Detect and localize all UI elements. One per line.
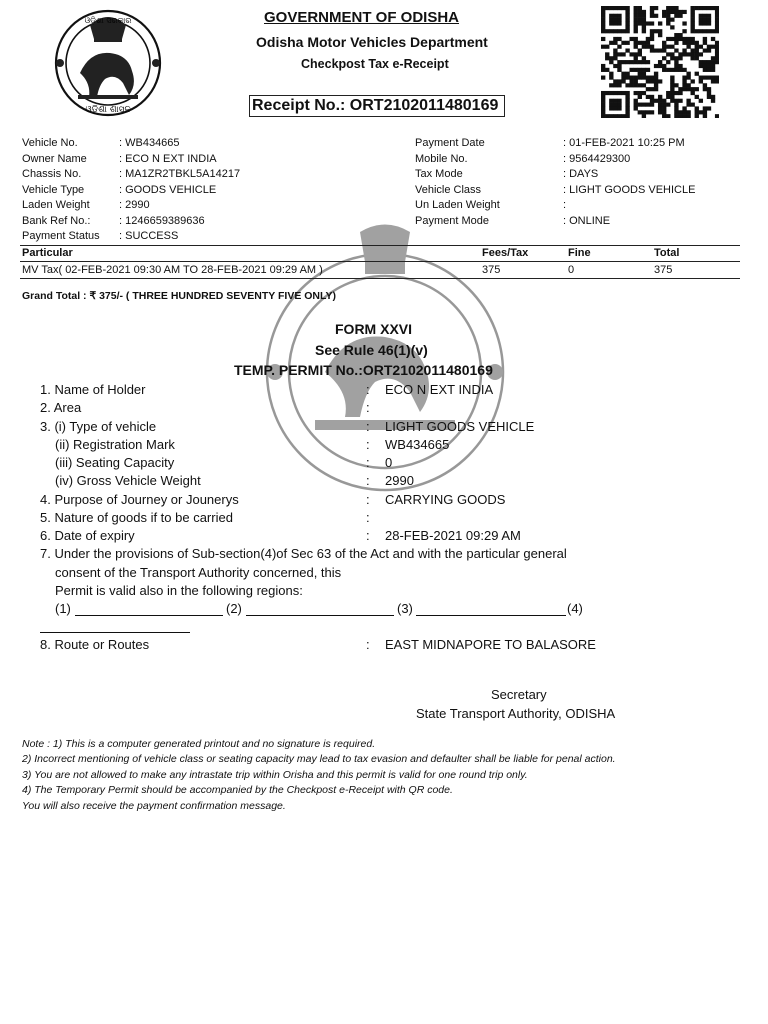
item7-line3: Permit is valid also in the following regions: [55,583,303,598]
detail-value: : ECO N EXT INDIA [119,152,217,165]
table-cell-fees: 375 [482,264,501,276]
permit-item-label: 4. Purpose of Journey or Jounerys [40,492,239,507]
detail-label: Mobile No. [415,152,468,165]
odisha-emblem-icon [50,3,166,118]
svg-text:ଓଡ଼ିଶା ସରକାର: ଓଡ଼ିଶା ସରକାର [84,16,132,25]
region-extra-blank [40,632,190,633]
permit-item-colon: : [366,419,370,434]
detail-label: Laden Weight [22,199,90,211]
detail-label: Chassis No. [22,168,82,180]
signatory-title: Secretary [491,687,547,702]
form-title: FORM XXVI [335,321,413,337]
note-1: Note : 1) This is a computer generated printout and no signature is required. [22,738,376,750]
detail-value: : [563,199,567,211]
table-header-rule [20,261,740,262]
detail-label: Vehicle Class [415,183,482,196]
permit-item-colon: : [366,400,370,415]
receipt-type: Checkpost Tax e-Receipt [301,57,449,71]
permit-item-label: (iii) Seating Capacity [55,455,175,470]
detail-label: Vehicle No. [22,137,78,149]
table-bottom-rule [20,278,740,279]
permit-item-value: 28-FEB-2021 09:29 AM [385,528,521,543]
detail-value: : DAYS [563,168,599,180]
item7-line1: 7. Under the provisions of Sub-section(4)of Sec 63 of the Act and with the particular general [40,546,567,561]
permit-item-value: 0 [385,455,393,470]
region-1-blank [75,615,223,616]
form-rule: See Rule 46(1)(v) [315,342,428,358]
grand-total: Grand Total : ₹ 375/- ( THREE HUNDRED SEVENTY FIVE ONLY) [22,290,336,302]
permit-item-label: 1. Name of Holder [40,382,146,397]
detail-value: : SUCCESS [119,230,179,242]
permit-item-label: 5. Nature of goods if to be carried [40,510,233,525]
detail-label: Payment Mode [415,214,489,227]
permit-item-value: CARRYING GOODS [385,492,506,507]
detail-value: : ONLINE [563,214,611,227]
table-cell-total: 375 [654,264,673,276]
table-header-total: Total [654,247,680,259]
signatory-authority: State Transport Authority, ODISHA [416,706,616,721]
note-3: 3) You are not allowed to make any intrastate trip within Orisha and this permit is valid for one round trip only. [22,769,528,781]
permit-item-label: 2. Area [40,400,82,415]
detail-value: : 2990 [119,199,150,211]
note-2: 2) Incorrect mentioning of vehicle class or seating capacity may lead to tax evasion and defaulter shall be liable for penal action. [22,753,616,765]
region-2-blank [246,615,394,616]
permit-number: TEMP. PERMIT No.:ORT2102011480169 [234,362,493,378]
route-label: 8. Route or Routes [40,637,150,652]
detail-value: : 1246659389636 [119,214,205,227]
permit-item-label: 6. Date of expiry [40,528,135,543]
detail-value: : 01-FEB-2021 10:25 PM [563,137,685,149]
region-2-label: (2) [226,601,242,616]
table-cell-fine: 0 [568,264,575,276]
permit-item-colon: : [366,510,370,525]
permit-item-colon: : [366,473,370,488]
permit-item-colon: : [366,492,370,507]
note-4: 4) The Temporary Permit should be accompanied by the Checkpost e-Receipt with QR code. [22,784,453,796]
permit-item-label: (iv) Gross Vehicle Weight [55,473,201,488]
detail-value: : 9564429300 [563,152,631,165]
detail-label: Vehicle Type [22,183,85,196]
permit-item-value: WB434665 [385,437,450,452]
permit-item-label: 3. (i) Type of vehicle [40,419,157,434]
permit-item-value: ECO N EXT INDIA [385,382,494,397]
detail-value: : WB434665 [119,137,180,149]
region-3-blank [416,615,566,616]
detail-label: Bank Ref No.: [22,214,91,227]
detail-label: Payment Status [22,230,100,242]
route-colon: : [366,637,370,652]
route-value: EAST MIDNAPORE TO BALASORE [385,637,596,652]
detail-label: Tax Mode [415,168,463,180]
receipt-number: Receipt No.: ORT2102011480169 [249,95,505,117]
detail-label: Un Laden Weight [415,199,500,211]
item7-line2: consent of the Transport Authority concerned, this [55,565,342,580]
note-5: You will also receive the payment confirmation message. [22,800,286,812]
table-cell-particular: MV Tax( 02-FEB-2021 09:30 AM TO 28-FEB-2021 09:29 AM ) [22,264,323,276]
region-1-label: (1) [55,601,71,616]
permit-item-colon: : [366,437,370,452]
table-top-rule [20,245,740,246]
permit-item-colon: : [366,455,370,470]
svg-text:ଓଡ଼ିଶା ଶାସନ: ଓଡ଼ିଶା ଶାସନ [85,105,131,115]
table-header-fine: Fine [568,247,591,259]
permit-item-value: 2990 [385,473,414,488]
table-header-particular: Particular [22,247,73,259]
detail-value: : LIGHT GOODS VEHICLE [563,183,696,196]
table-header-fees: Fees/Tax [482,247,529,259]
region-3-label: (3) [397,601,413,616]
detail-value: : MA1ZR2TBKL5A14217 [119,168,241,180]
region-4-label: (4) [567,601,583,616]
department-name: Odisha Motor Vehicles Department [256,34,488,50]
detail-value: : GOODS VEHICLE [119,183,217,196]
page-title: GOVERNMENT OF ODISHA [264,9,460,26]
detail-label: Payment Date [415,137,485,149]
detail-label: Owner Name [22,152,87,165]
permit-item-colon: : [366,528,370,543]
permit-item-value: LIGHT GOODS VEHICLE [385,419,535,434]
permit-item-colon: : [366,382,370,397]
qr-code-icon [601,6,719,118]
permit-item-label: (ii) Registration Mark [55,437,175,452]
